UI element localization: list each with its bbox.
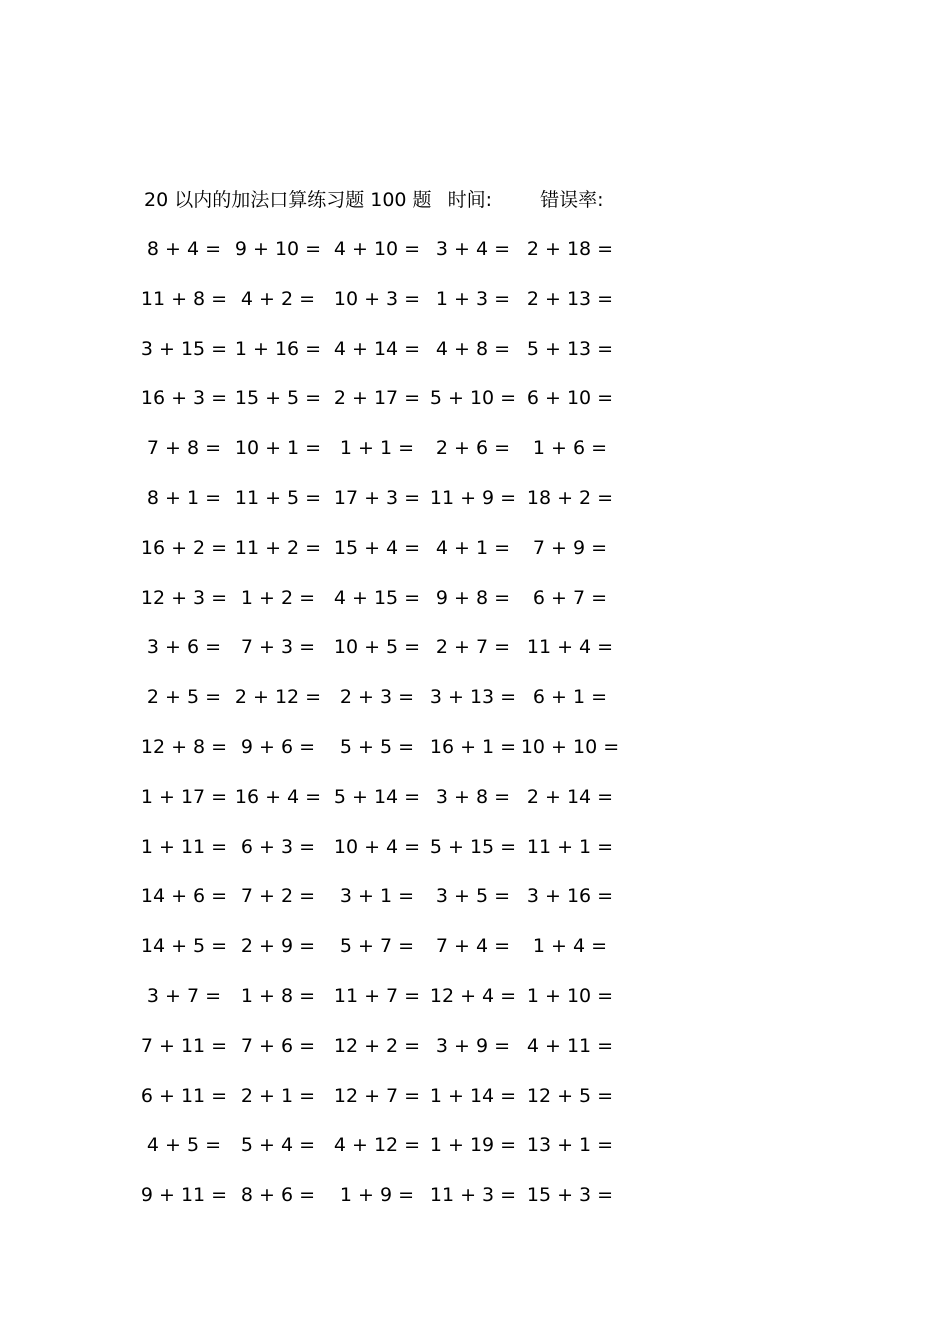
problem-item: 9 + 10 = <box>234 238 322 260</box>
problem-item: 5 + 15 = <box>429 835 517 858</box>
problem-item: 2 + 3 = <box>339 686 415 709</box>
problem-item: 7 + 8 = <box>146 437 222 460</box>
problem-item: 5 + 5 = <box>339 736 415 758</box>
problem-item: 3 + 9 = <box>435 1034 511 1057</box>
problem-item: 4 + 11 = <box>526 1034 614 1057</box>
problem-item: 5 + 7 = <box>339 935 415 958</box>
problem-item: 7 + 9 = <box>532 536 608 559</box>
problem-item: 10 + 10 = <box>520 736 620 758</box>
problem-item: 11 + 5 = <box>234 487 322 509</box>
problem-item: 7 + 3 = <box>240 636 316 659</box>
problem-item: 12 + 2 = <box>333 1034 421 1057</box>
problem-item: 4 + 1 = <box>435 536 511 559</box>
problem-item: 2 + 1 = <box>240 1084 316 1107</box>
problem-item: 2 + 17 = <box>333 387 421 410</box>
problem-item: 4 + 15 = <box>333 586 421 609</box>
worksheet-title: 20 以内的加法口算练习题 100 题 <box>144 189 432 211</box>
problem-item: 1 + 4 = <box>532 935 608 958</box>
problem-item: 6 + 1 = <box>532 686 608 709</box>
problem-item: 3 + 1 = <box>339 885 415 908</box>
problem-item: 7 + 11 = <box>140 1034 228 1057</box>
problem-item: 2 + 9 = <box>240 935 316 958</box>
problem-item: 1 + 8 = <box>240 985 316 1007</box>
problem-item: 1 + 6 = <box>532 437 608 460</box>
problem-item: 3 + 13 = <box>429 686 517 709</box>
problem-item: 14 + 6 = <box>140 885 228 908</box>
problem-item: 4 + 5 = <box>146 1134 222 1157</box>
problem-item: 10 + 1 = <box>234 437 322 460</box>
problem-item: 3 + 8 = <box>435 785 511 808</box>
problem-item: 1 + 14 = <box>429 1084 517 1107</box>
problem-item: 1 + 11 = <box>140 835 228 858</box>
time-label: 时间: <box>447 189 493 211</box>
problem-item: 12 + 5 = <box>526 1084 614 1107</box>
problem-item: 4 + 14 = <box>333 337 421 360</box>
problem-item: 1 + 2 = <box>240 586 316 609</box>
problem-item: 14 + 5 = <box>140 935 228 958</box>
problem-item: 12 + 7 = <box>333 1084 421 1107</box>
problem-item: 13 + 1 = <box>526 1134 614 1157</box>
problem-item: 4 + 8 = <box>435 337 511 360</box>
problem-item: 2 + 14 = <box>526 785 614 808</box>
problem-item: 11 + 1 = <box>526 835 614 858</box>
problem-item: 11 + 4 = <box>526 636 614 659</box>
problem-item: 10 + 5 = <box>333 636 421 659</box>
problem-item: 11 + 7 = <box>333 985 421 1007</box>
problem-item: 1 + 10 = <box>526 985 614 1007</box>
problem-item: 12 + 8 = <box>140 736 228 758</box>
problem-item: 11 + 3 = <box>429 1184 517 1207</box>
problem-item: 5 + 10 = <box>429 387 517 410</box>
problem-item: 12 + 4 = <box>429 985 517 1007</box>
problem-item: 18 + 2 = <box>526 487 614 509</box>
problem-item: 15 + 5 = <box>234 387 322 410</box>
problem-item: 16 + 3 = <box>140 387 228 410</box>
problem-item: 3 + 4 = <box>435 238 511 260</box>
problem-item: 8 + 6 = <box>240 1184 316 1207</box>
problem-item: 11 + 8 = <box>140 287 228 310</box>
problem-item: 5 + 4 = <box>240 1134 316 1157</box>
problem-item: 15 + 4 = <box>333 536 421 559</box>
problem-item: 1 + 9 = <box>339 1184 415 1207</box>
problem-item: 2 + 6 = <box>435 437 511 460</box>
problem-item: 2 + 12 = <box>234 686 322 709</box>
problem-item: 5 + 14 = <box>333 785 421 808</box>
problem-item: 3 + 5 = <box>435 885 511 908</box>
problem-item: 2 + 7 = <box>435 636 511 659</box>
problem-item: 3 + 16 = <box>526 885 614 908</box>
problem-item: 2 + 5 = <box>146 686 222 709</box>
error-rate-label: 错误率: <box>540 189 604 211</box>
problem-item: 16 + 1 = <box>429 736 517 758</box>
problem-item: 9 + 8 = <box>435 586 511 609</box>
problem-item: 6 + 10 = <box>526 387 614 410</box>
problem-item: 1 + 17 = <box>140 785 228 808</box>
problem-item: 6 + 3 = <box>240 835 316 858</box>
problem-item: 9 + 6 = <box>240 736 316 758</box>
problem-item: 1 + 3 = <box>435 287 511 310</box>
problem-item: 16 + 4 = <box>234 785 322 808</box>
problem-item: 8 + 1 = <box>146 487 222 509</box>
problem-item: 7 + 2 = <box>240 885 316 908</box>
problem-item: 11 + 2 = <box>234 536 322 559</box>
problem-item: 12 + 3 = <box>140 586 228 609</box>
problem-item: 17 + 3 = <box>333 487 421 509</box>
problem-item: 9 + 11 = <box>140 1184 228 1207</box>
problem-item: 2 + 18 = <box>526 238 614 260</box>
problem-item: 3 + 15 = <box>140 337 228 360</box>
problem-item: 4 + 12 = <box>333 1134 421 1157</box>
problem-item: 4 + 2 = <box>240 287 316 310</box>
problem-item: 6 + 11 = <box>140 1084 228 1107</box>
problem-item: 6 + 7 = <box>532 586 608 609</box>
problem-item: 1 + 19 = <box>429 1134 517 1157</box>
problem-item: 16 + 2 = <box>140 536 228 559</box>
problem-item: 10 + 3 = <box>333 287 421 310</box>
problem-item: 1 + 1 = <box>339 437 415 460</box>
problem-item: 1 + 16 = <box>234 337 322 360</box>
problem-item: 7 + 6 = <box>240 1034 316 1057</box>
problem-item: 10 + 4 = <box>333 835 421 858</box>
problem-item: 15 + 3 = <box>526 1184 614 1207</box>
problem-item: 7 + 4 = <box>435 935 511 958</box>
problem-item: 2 + 13 = <box>526 287 614 310</box>
problem-item: 11 + 9 = <box>429 487 517 509</box>
problem-item: 3 + 7 = <box>146 985 222 1007</box>
problem-item: 5 + 13 = <box>526 337 614 360</box>
problem-item: 3 + 6 = <box>146 636 222 659</box>
problem-item: 8 + 4 = <box>146 238 222 260</box>
problem-item: 4 + 10 = <box>333 238 421 260</box>
